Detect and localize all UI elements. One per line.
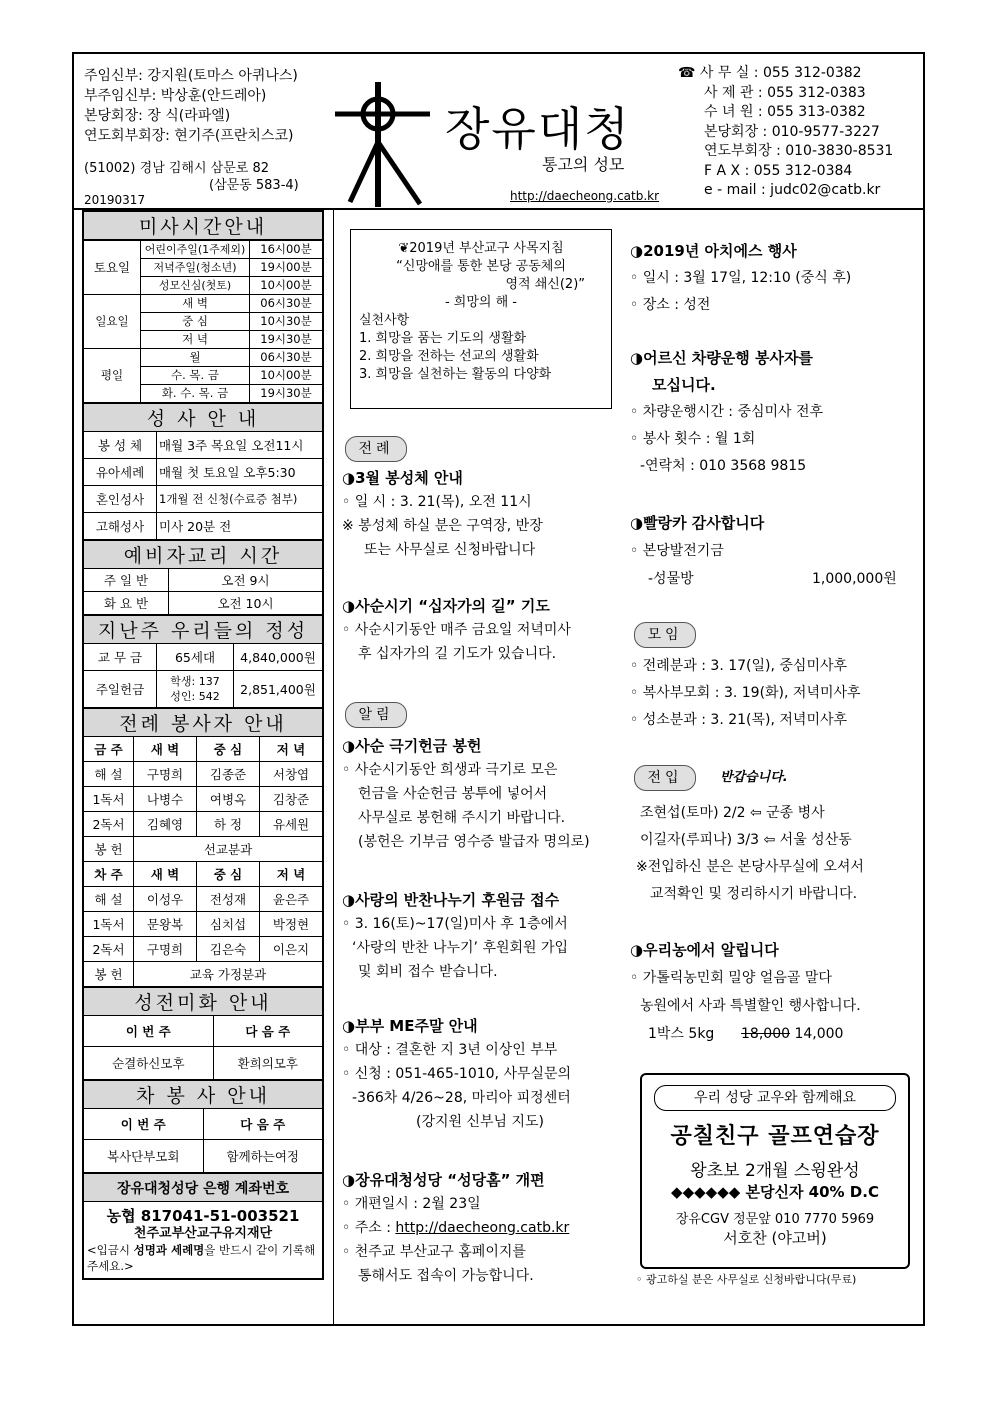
address-label: ◦ 주소 : [342,1220,396,1236]
notice-line: ◦ 차량운행시간 : 중심미사 전후 [630,404,824,420]
movein-note: ※전입하신 분은 본당사무실에 오셔서 [636,859,864,875]
notice-line: ◦ 봉사 횟수 : 월 1회 [630,431,756,447]
mass-time: 19시00분 [250,259,323,277]
contact-line: e - mail : judc02@catb.kr [704,182,881,198]
notice-homepage [342,1168,569,1288]
practice-item: 3. 희망을 실천하는 활동의 다양화 [359,367,552,382]
mass-name: 새 벽 [141,295,250,313]
ad-line: 서호찬 (야고버) [723,1229,827,1247]
contact-line: 연도부회장 : 010-3830-8531 [704,143,894,159]
student-count: 학생: 137 [170,675,220,688]
cell: 심치섭 [197,912,260,937]
liturgy-table [83,708,323,987]
row-label: 혼인성사 [84,486,157,513]
notice-palanca [630,509,910,593]
notice-line: -366차 4/26~28, 마리아 피정센터 [352,1090,571,1106]
clergy-line: 부주임신부: 박상훈(안드레아) [84,88,267,104]
notice-line: ◦ 사순시기동안 매주 금요일 저녁미사 [342,622,571,638]
row-value: 65세대 [157,644,234,671]
col-header: 저 녁 [260,862,323,887]
notice-march-communion [342,466,543,562]
mass-time: 10시00분 [250,277,323,295]
notice-line: 농원에서 사과 특별할인 행사합니다. [640,998,861,1014]
sacrament-table [83,403,323,540]
col-header: 새 벽 [134,737,197,762]
tag-notice: 알림 [345,702,407,728]
meeting-item: ◦ 성소분과 : 3. 21(목), 저녁미사후 [630,712,848,728]
amount: 1,000,000원 [812,571,897,587]
ad-banner: 우리 성당 교우와 함께해요 [654,1085,896,1111]
golf-ad [640,1073,910,1269]
bulletin-title: 장유대청 [445,102,631,156]
row-value: 오전 10시 [169,592,323,615]
ad-note: ◦ 광고하실 분은 사무실로 신청바랍니다(무료) [636,1273,857,1286]
cell: 해 설 [84,762,134,787]
flowers-table [83,987,323,1080]
day-label: 일요일 [84,295,141,349]
col-header: 차 주 [84,862,134,887]
row-amount: 4,840,000원 [234,644,323,671]
contact-line: ☎ 사 무 실 : 055 312-0382 [678,65,862,81]
cell: 유세원 [260,812,323,837]
row-label: 주 일 반 [84,569,169,592]
cell: 구명희 [134,937,197,962]
notice-way-of-cross [342,594,571,666]
mass-name: 성모신심(첫토) [141,277,250,295]
tag-movein: 전입 [634,765,696,791]
catechism-table [83,540,323,615]
cell: 복사단부모회 [84,1140,204,1173]
notice-line: (강지원 신부님 지도) [416,1114,545,1130]
welcome-text: 반갑습니다. [720,770,788,785]
address-line: (51002) 경남 김해시 삼문로 82 [84,161,270,176]
notice-line: ◦ 개편일시 : 2월 23일 [342,1196,481,1212]
cell: 교육 가정분과 [134,962,323,987]
row-value: 매월 첫 토요일 오후5:30 [157,459,323,486]
row-amount: 2,851,400원 [234,671,323,708]
mass-time: 06시30분 [250,349,323,367]
note-text: 을 반드시 같이 기록해 주세요.> [87,1243,316,1273]
section-heading: 미사시간안내 [84,212,323,240]
cell: 여병옥 [197,787,260,812]
bank-note [87,1242,319,1274]
cell: 선교분과 [134,837,323,862]
cell: 서창엽 [260,762,323,787]
bank-table [83,1173,323,1279]
col-header: 다 음 주 [203,1109,323,1140]
address [84,160,299,194]
col-header: 금 주 [84,737,134,762]
cross-logo-icon [330,72,440,212]
note-bold: 성명과 세례명 [133,1243,205,1257]
product: 1박스 5kg [648,1026,715,1042]
notice-line [342,1216,569,1240]
section-heading: 성 사 안 내 [84,404,323,432]
policy-title: 2019년 부산교구 사목지침 [409,241,564,256]
section-heading: 전례 봉사자 안내 [84,709,323,737]
practice-item: 2. 희망을 전하는 선교의 생활화 [359,349,539,364]
cell: 2독서 [84,812,134,837]
notice-driver-volunteer [630,345,823,480]
notice-title: ◑우리농에서 알립니다 [630,941,779,959]
row-label: 유아세례 [84,459,157,486]
ad-line: 장유CGV 정문앞 010 7770 5969 [675,1212,875,1227]
cell: 순결하신모후 [84,1047,214,1080]
contact-line: 본당회장 : 010-9577-3227 [704,123,880,140]
notice-line: ◦ 대상 : 결혼한 지 3년 이상인 부부 [342,1042,558,1058]
bulletin-subtitle: 통고의 성모 [542,155,625,174]
cell: 함께하는여정 [203,1140,323,1173]
mass-name: 어린이주일(1주제외) [141,241,250,259]
notice-line: ◦ 본당발전기금 [630,543,724,559]
notice-line [630,1020,910,1048]
policy-line: - 희망의 해 - [444,295,517,310]
website-link[interactable]: http://daecheong.catb.kr [510,189,660,203]
col-header: 저 녁 [260,737,323,762]
clergy-list [84,66,298,146]
movein-item: 이길자(루피나) 3/3 ⇦ 서울 성산동 [640,832,852,848]
mass-name: 저녁주일(청소년) [141,259,250,277]
cell: 1독서 [84,787,134,812]
mass-name: 수. 목. 금 [141,367,250,385]
clergy-line: 본당회장: 장 식(라파엘) [84,108,231,124]
section-heading: 지난주 우리들의 정성 [84,616,323,644]
col-header: 이 번 주 [84,1016,214,1047]
notice-woorinong [630,936,910,1048]
col-header: 다 음 주 [213,1016,322,1047]
column-divider [333,209,334,1325]
cell: 나병수 [134,787,197,812]
cell: 해 설 [84,887,134,912]
tag-meeting: 모임 [634,622,696,648]
notice-title: ◑사순시기 “십자가의 길” 기도 [342,597,550,615]
col-header: 새 벽 [134,862,197,887]
notice-me-weekend [342,1014,571,1134]
movein-list [636,800,864,908]
cell: 박정현 [260,912,323,937]
row-value: 1개월 전 신청(수료증 첨부) [157,486,323,513]
account-holder: 천주교부산교구유지재단 [133,1226,273,1241]
clergy-line: 주임신부: 강지원(토마스 아퀴나스) [84,68,298,84]
contact-line: 사 제 관 : 055 312-0383 [704,84,866,101]
cell: 2독서 [84,937,134,962]
notice-title: ◑빨랑카 감사합니다 [630,514,765,532]
ad-line: ◆◆◆◆◆◆ 본당신자 40% D.C [671,1183,879,1201]
day-label: 평일 [84,349,141,403]
practice-item: 1. 희망을 품는 기도의 생활화 [359,331,527,346]
mass-name: 저 녁 [141,331,250,349]
tag-liturgy: 전례 [345,436,407,462]
notice-title: ◑3월 봉성체 안내 [342,469,463,487]
address-line: (삼문동 583-4) [209,178,299,193]
mass-time: 19시30분 [250,385,323,403]
row-label: 봉 성 체 [84,432,157,459]
section-heading: 차 봉 사 안내 [84,1081,323,1109]
notice-title: ◑부부 ME주말 안내 [342,1017,478,1035]
notice-line: ‘사랑의 반찬 나누기’ 후원회원 가입 [352,940,569,956]
notice-line: 사무실로 봉헌해 주시기 바랍니다. [358,810,566,826]
section-heading: 성전미화 안내 [84,988,323,1016]
row-value: 미사 20분 전 [157,513,323,540]
clergy-line: 연도회부회장: 현기주(프란치스코) [84,128,294,144]
cell: 문왕복 [134,912,197,937]
notice-line: ◦ 장소 : 성전 [630,297,711,313]
mass-time: 16시00분 [250,241,323,259]
notice-title: 모십니다. [652,376,716,394]
cell: 김창준 [260,787,323,812]
cell: 김혜영 [134,812,197,837]
meeting-list [630,653,861,734]
notice-line: ※ 봉성체 하실 분은 구역장, 반장 [342,518,543,534]
notice-line: ◦ 3. 16(토)~17(일)미사 후 1층에서 [342,916,568,932]
mass-times [83,240,323,403]
offering-table [83,615,323,708]
notice-title: ◑어르신 차량운행 봉사자를 [630,349,813,367]
meeting-item: ◦ 전례분과 : 3. 17(일), 중심미사후 [630,658,848,674]
mass-name: 월 [141,349,250,367]
mass-time: 19시30분 [250,331,323,349]
notice-line: ◦ 사순시기동안 희생과 극기로 모은 [342,762,558,778]
notice-line: ◦ 일 시 : 3. 21(목), 오전 11시 [342,494,532,510]
row-value: 매월 3주 목요일 오전11시 [157,432,323,459]
old-price: 18,000 [741,1026,791,1042]
cell: 봉 헌 [84,962,134,987]
notice-line: (봉헌은 기부금 영수증 발급자 명의로) [358,834,590,850]
notice-title: ◑장유대청성당 “성당홈” 개편 [342,1171,545,1189]
diocese-logo-icon: ❦ [398,241,410,256]
cell: 윤은주 [260,887,323,912]
notice-line: ◦ 천주교 부산교구 홈페이지를 [342,1244,526,1260]
notice-lenten-offering [342,734,590,854]
notice-line: ◦ 가톨릭농민회 밀양 얼음골 말다 [630,970,832,986]
mass-table [83,211,323,240]
notice-line: 및 회비 접수 받습니다. [358,964,498,980]
mass-name: 중 심 [141,313,250,331]
row-label: 주일헌금 [84,671,157,708]
adult-count: 성인: 542 [170,690,220,703]
left-column [82,210,324,1280]
cell: 김은숙 [197,937,260,962]
notice-line: 또는 사무실로 신청바랍니다 [364,542,536,558]
movein-note: 교적확인 및 정리하시기 바랍니다. [650,886,858,902]
notice-acies [630,238,851,319]
movein-item: 조현섭(토마) 2/2 ⇦ 군종 병사 [640,805,825,821]
col-header: 이 번 주 [84,1109,204,1140]
meeting-item: ◦ 복사부모회 : 3. 19(화), 저녁미사후 [630,685,861,701]
contact-line: 수 녀 원 : 055 313-0382 [704,104,866,120]
bank-account: 농협 817041-51-003521 [106,1207,300,1225]
cell: 구명희 [134,762,197,787]
notice-line: ◦ 신청 : 051-465-1010, 사무실문의 [342,1066,572,1082]
day-label: 토요일 [84,241,141,295]
section-heading: 예비자교리 시간 [84,541,323,569]
notice-line: 헌금을 사순헌금 봉투에 넣어서 [358,786,548,802]
cell: 환희의모후 [213,1047,322,1080]
ad-business-name: 공칠친구 골프연습장 [670,1124,880,1149]
notice-line: -연락처 : 010 3568 9815 [640,458,807,474]
mass-time: 10시00분 [250,367,323,385]
row-label: 교 무 금 [84,644,157,671]
mass-time: 06시30분 [250,295,323,313]
cell: 전성재 [197,887,260,912]
new-price: 14,000 [794,1026,844,1042]
ad-line: 왕초보 2개월 스윙완성 [690,1161,860,1181]
cell: 1독서 [84,912,134,937]
policy-line: 영적 쇄신(2)” [505,277,585,292]
notice-title: ◑사랑의 반찬나누기 후원금 접수 [342,891,560,909]
policy-box [350,229,612,409]
col-header: 중 심 [197,862,260,887]
mass-time: 10시30분 [250,313,323,331]
issue-date: 20190317 [84,193,146,207]
homepage-link[interactable]: http://daecheong.catb.kr [395,1220,570,1236]
practice-heading: 실천사항 [359,313,410,328]
notice-line: 통해서도 접속이 가능합니다. [358,1268,534,1284]
donor: -성물방 [648,571,694,587]
cell: 하 정 [197,812,260,837]
row-label: 화 요 반 [84,592,169,615]
row-label: 고해성사 [84,513,157,540]
notice-side-dish [342,888,568,984]
notice-line: 후 십자가의 길 기도가 있습니다. [358,646,557,662]
cell: 김종준 [197,762,260,787]
contact-list [678,64,893,201]
contact-line: F A X : 055 312-0384 [704,162,853,179]
notice-line: ◦ 일시 : 3월 17일, 12:10 (중식 후) [630,270,852,286]
cell: 이은지 [260,937,323,962]
row-value: 오전 9시 [169,569,323,592]
note-text: <입금시 [87,1243,134,1257]
tea-table [83,1080,323,1173]
cell: 이성우 [134,887,197,912]
notice-title: ◑2019년 아치에스 행사 [630,242,797,260]
cell: 봉 헌 [84,837,134,862]
notice-title: ◑사순 극기헌금 봉헌 [342,737,482,755]
section-heading: 장유대청성당 은행 계좌번호 [84,1174,323,1202]
col-header: 중 심 [197,737,260,762]
notice-line [630,565,910,593]
policy-line: “신망애를 통한 본당 공동체의 [396,259,566,274]
mass-name: 화. 수. 목. 금 [141,385,250,403]
